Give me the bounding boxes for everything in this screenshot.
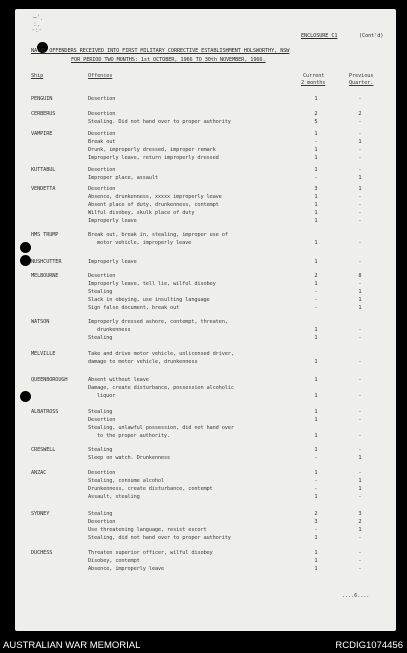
current-count: 3	[314, 186, 318, 192]
current-count: 1	[314, 155, 318, 161]
offence-line: Wilful disobey, skulk place of duty	[88, 210, 195, 216]
offence-line: Sign false document, break out	[88, 305, 180, 311]
previous-count: 2	[358, 519, 362, 525]
offence-line: Disobey, contempt	[88, 558, 140, 564]
pencil-marks: ~' . : , - : -	[32, 14, 43, 34]
col-previous-header-sub: Quarter.	[349, 80, 374, 86]
ship-name: VAMPIRE	[31, 131, 53, 137]
punch-hole	[20, 255, 31, 266]
previous-count: 1	[358, 527, 362, 533]
current-count-column	[301, 470, 331, 502]
offence-list	[88, 111, 231, 127]
ship-name: NUSHCUTTER	[31, 259, 62, 265]
previous-count: 1	[358, 289, 362, 295]
current-count: 1	[314, 558, 318, 564]
current-count: 5	[314, 119, 318, 125]
current-count: -	[314, 305, 318, 311]
offence-line: Drunk, improperly dressed, improper remark	[88, 147, 216, 153]
previous-count: 1	[358, 186, 362, 192]
offence-line: Stealing, consume alcohol	[88, 478, 164, 484]
current-count	[301, 425, 331, 433]
col-previous-header: Previous	[349, 73, 374, 79]
current-count: -	[314, 478, 318, 484]
current-count: 1	[314, 535, 318, 541]
offence-line: Desertion	[88, 186, 116, 192]
previous-count: -	[358, 393, 362, 399]
previous-count: -	[358, 494, 362, 500]
previous-count: 1	[358, 455, 362, 461]
offence-line: Desertion	[88, 111, 116, 117]
ship-name: ANZAC	[31, 470, 47, 476]
current-count: 1	[314, 494, 318, 500]
previous-count: -	[358, 359, 362, 365]
previous-count-column	[345, 511, 375, 543]
offence-line: Take and drive motor vehicle, unlicensed driver,	[88, 351, 234, 357]
offence-line: Improperly leave	[88, 259, 137, 265]
previous-count-column	[345, 186, 375, 226]
col-current-header-sub: 2 months	[301, 80, 326, 86]
current-count: -	[314, 289, 318, 295]
current-count: 1	[314, 335, 318, 341]
previous-count: 1	[358, 297, 362, 303]
document-page	[15, 9, 396, 631]
current-count: 1	[314, 417, 318, 423]
current-count: 1	[314, 194, 318, 200]
offence-line: Drunkenness, create disturbance, contempt	[88, 486, 213, 492]
current-count: 1	[314, 259, 318, 265]
previous-count-column	[345, 273, 375, 313]
ship-name: DUCHESS	[31, 550, 53, 556]
offence-list	[88, 377, 234, 401]
previous-count: -	[358, 409, 362, 415]
offence-line: Threaten superior officer, wilful disobey	[88, 550, 213, 556]
previous-count: -	[358, 147, 362, 153]
col-current-header: Current	[303, 73, 325, 79]
offence-list	[88, 131, 219, 163]
offence-line: Damage, create disturbance, possession alcoholic	[88, 385, 234, 391]
enclosure-label: ENCLOSURE C1	[301, 33, 338, 39]
previous-count: 8	[358, 273, 362, 279]
current-count: 1	[314, 327, 318, 333]
current-count: 2	[314, 273, 318, 279]
previous-count-column	[345, 167, 375, 183]
offence-list	[88, 259, 137, 267]
offence-line: Stealing	[88, 409, 113, 415]
previous-count: 1	[358, 486, 362, 492]
archive-name: AUSTRALIAN WAR MEMORIAL	[3, 640, 141, 651]
current-count	[301, 351, 331, 359]
current-count	[301, 319, 331, 327]
previous-count: -	[358, 566, 362, 572]
previous-count-column	[345, 351, 375, 367]
current-count: 1	[314, 131, 318, 137]
current-count: 1	[314, 281, 318, 287]
offence-line: Desertion	[88, 273, 116, 279]
current-count-column	[301, 550, 331, 574]
offence-line: Improperly dressed ashore, contempt, threaten,	[88, 319, 228, 325]
current-count: 1	[314, 167, 318, 173]
ship-name: MELVILLE	[31, 351, 56, 357]
offence-list	[88, 186, 222, 226]
offence-line: drunkenness	[97, 327, 131, 333]
previous-count: -	[358, 417, 362, 423]
previous-count-column	[345, 232, 375, 248]
current-count: 3	[314, 519, 318, 525]
previous-count: -	[358, 335, 362, 341]
previous-count-column	[345, 447, 375, 463]
previous-count-column	[345, 131, 375, 163]
current-count: 1	[314, 240, 318, 246]
previous-count: 1	[358, 175, 362, 181]
ship-name: MELBOURNE	[31, 273, 59, 279]
previous-count: -	[358, 240, 362, 246]
title-line-2: FOR PERIOD TWO MONTHS: 1st OCTOBER, 1966 TO 30th NOVEMBER, 1966.	[71, 57, 266, 63]
current-count	[301, 385, 331, 393]
current-count: -	[314, 455, 318, 461]
previous-count	[345, 232, 375, 240]
offence-line: Desertion	[88, 96, 116, 102]
offence-line: Desertion	[88, 131, 116, 137]
previous-count	[345, 319, 375, 327]
previous-count: -	[358, 202, 362, 208]
col-offences-header: Offences	[88, 73, 113, 79]
previous-count: 1	[358, 478, 362, 484]
current-count-column	[301, 111, 331, 127]
offence-line: Stealing, unlawful possession, did not hand over	[88, 425, 234, 431]
current-count-column	[301, 409, 331, 441]
ship-name: CRESWELL	[31, 447, 56, 453]
offence-line: to the proper authority.	[97, 433, 170, 439]
ship-name: SYDNEY	[31, 511, 50, 517]
current-count: 1	[314, 202, 318, 208]
offence-line: Stealing. Did not hand over to proper authority	[88, 119, 231, 125]
offence-line: Improperly leave	[88, 218, 137, 224]
previous-count: 1	[358, 305, 362, 311]
previous-count: -	[358, 167, 362, 173]
current-count: 1	[314, 210, 318, 216]
previous-count: 2	[358, 111, 362, 117]
current-count-column	[301, 186, 331, 226]
title-line-1: NAVAL OFFENDERS RECEIVED INTO FIRST MILITARY CORRECTIVE ESTABLISHMENT HOLSWORTHY, NSW	[31, 48, 290, 54]
col-ship-header: Ship	[31, 73, 44, 79]
previous-count: -	[358, 535, 362, 541]
offence-line: Slack in obeying, use insulting language	[88, 297, 210, 303]
current-count-column	[301, 511, 331, 543]
offence-list	[88, 409, 234, 441]
ship-name: ALBATROSS	[31, 409, 59, 415]
current-count-column	[301, 273, 331, 313]
offence-list	[88, 319, 228, 343]
previous-count-column	[345, 377, 375, 401]
offence-line: Break out, break in, stealing, improper use of	[88, 232, 228, 238]
current-count: 1	[314, 377, 318, 383]
current-count: 2	[314, 511, 318, 517]
ship-name: CERBERUS	[31, 111, 56, 117]
current-count: -	[314, 139, 318, 145]
previous-count: -	[358, 96, 362, 102]
current-count: -	[314, 297, 318, 303]
previous-count: -	[358, 119, 362, 125]
previous-count: -	[358, 259, 362, 265]
previous-count: -	[358, 194, 362, 200]
punch-hole	[20, 391, 31, 402]
previous-count: -	[358, 327, 362, 333]
current-count-column	[301, 167, 331, 183]
previous-count-column	[345, 319, 375, 343]
offence-line: Absent without leave	[88, 377, 149, 383]
current-count: 1	[314, 409, 318, 415]
previous-count: -	[358, 470, 362, 476]
previous-count	[345, 425, 375, 433]
current-count: 1	[314, 550, 318, 556]
current-count: 1	[314, 218, 318, 224]
current-count-column	[301, 232, 331, 248]
offence-line: Stealing, did not hand over to proper authority	[88, 535, 231, 541]
current-count: 1	[314, 566, 318, 572]
previous-count	[345, 385, 375, 393]
offence-line: Stealing	[88, 511, 113, 517]
previous-count-column	[345, 470, 375, 502]
continuation-mark: ....6....	[342, 593, 370, 599]
previous-count: -	[358, 447, 362, 453]
current-count: -	[314, 486, 318, 492]
previous-count-column	[345, 96, 375, 104]
offence-list	[88, 550, 213, 574]
offence-line: Absence, drunkenness, xxxxx improperly leave	[88, 194, 222, 200]
previous-count: -	[358, 433, 362, 439]
current-count: 1	[314, 447, 318, 453]
offence-line: Stealing	[88, 289, 113, 295]
previous-count: -	[358, 550, 362, 556]
current-count: 1	[314, 433, 318, 439]
previous-count-column	[345, 409, 375, 441]
previous-count-column	[345, 259, 375, 267]
offence-line: Desertion	[88, 519, 116, 525]
punch-hole	[20, 242, 31, 253]
previous-count: -	[358, 155, 362, 161]
offence-line: damage to motor vehicle, drunkenness	[88, 359, 198, 365]
previous-count: -	[358, 377, 362, 383]
offence-line: Improperly leave, return improperly dressed	[88, 155, 219, 161]
current-count: 1	[314, 96, 318, 102]
offence-list	[88, 447, 170, 463]
offence-line: Absent place of duty, drunkenness, contempt	[88, 202, 219, 208]
ship-name: QUEENBOROUGH	[31, 377, 68, 383]
current-count-column	[301, 319, 331, 343]
current-count: 1	[314, 470, 318, 476]
contd-label: (Cont'd)	[359, 33, 384, 39]
ship-name: PENGUIN	[31, 96, 53, 102]
current-count: 1	[314, 147, 318, 153]
previous-count: -	[358, 218, 362, 224]
offence-list	[88, 167, 158, 183]
previous-count-column	[345, 550, 375, 574]
offence-list	[88, 273, 216, 313]
current-count: -	[314, 527, 318, 533]
offence-line: Absence, improperly leave	[88, 566, 164, 572]
current-count-column	[301, 259, 331, 267]
ship-name: VENDETTA	[31, 186, 56, 192]
offence-line: Break out	[88, 139, 116, 145]
current-count: 2	[314, 111, 318, 117]
ship-name: WATSON	[31, 319, 50, 325]
current-count: 1	[314, 359, 318, 365]
offence-list	[88, 351, 234, 367]
offence-line: motor vehicle, improperly leave	[97, 240, 192, 246]
previous-count: 1	[358, 139, 362, 145]
offence-line: Improperly leave, tell lie, wilful disobey	[88, 281, 216, 287]
offence-line: Improper place, assault	[88, 175, 158, 181]
offence-list	[88, 232, 228, 248]
previous-count-column	[345, 111, 375, 127]
offence-line: Desertion	[88, 167, 116, 173]
current-count-column	[301, 96, 331, 104]
offence-line: Desertion	[88, 470, 116, 476]
previous-count: -	[358, 281, 362, 287]
offence-list	[88, 470, 213, 502]
current-count: -	[314, 175, 318, 181]
current-count-column	[301, 377, 331, 401]
offence-line: liquor	[97, 393, 116, 399]
previous-count: -	[358, 131, 362, 137]
previous-count: -	[358, 210, 362, 216]
offence-line: Desertion	[88, 417, 116, 423]
offence-line: Sleep on watch. Drunkenness	[88, 455, 171, 461]
previous-count	[345, 351, 375, 359]
current-count-column	[301, 447, 331, 463]
previous-count: -	[358, 558, 362, 564]
current-count-column	[301, 131, 331, 163]
offence-list	[88, 511, 231, 543]
previous-count: 3	[358, 511, 362, 517]
offence-list	[88, 96, 115, 104]
offence-line: Assault, stealing	[88, 494, 140, 500]
current-count: 1	[314, 393, 318, 399]
offence-line: Stealing	[88, 335, 113, 341]
current-count-column	[301, 351, 331, 367]
ship-name: KUTTABUL	[31, 167, 56, 173]
current-count	[301, 232, 331, 240]
offence-line: Use threatening language, resist escort	[88, 527, 207, 533]
archive-footer	[0, 638, 407, 653]
archive-reference: RCDIG1074456	[335, 640, 403, 651]
ship-name: HMS TRUMP	[31, 232, 59, 238]
offence-line: Stealing	[88, 447, 113, 453]
